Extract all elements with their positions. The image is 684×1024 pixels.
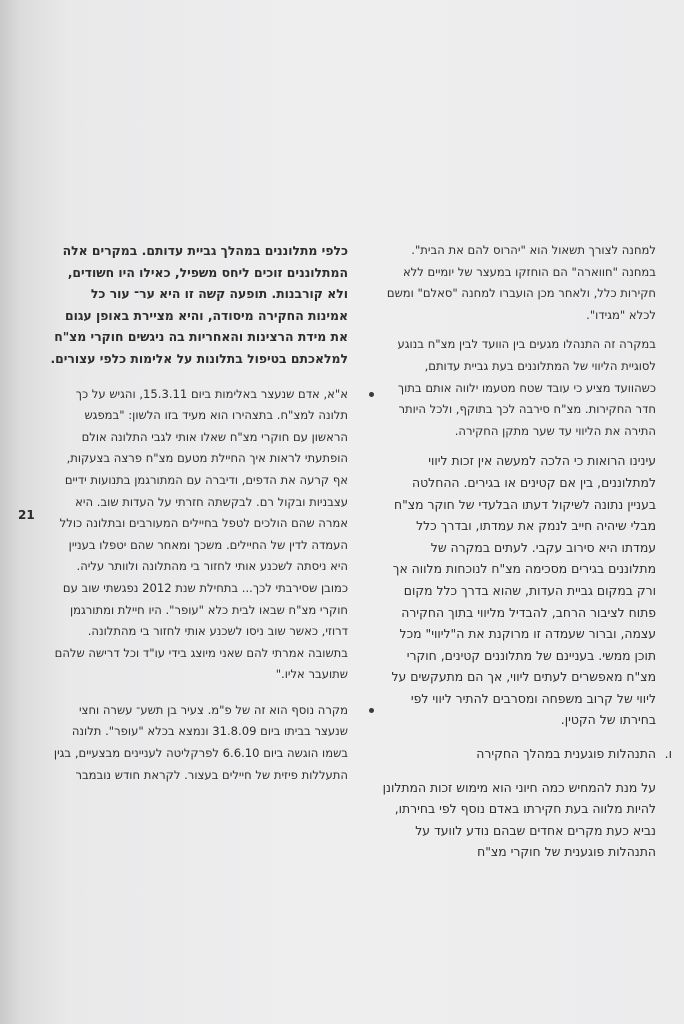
section-heading — [380, 743, 672, 765]
list-item — [48, 700, 348, 786]
body-paragraph: למחנה לצורך תשאול הוא "יהרוס להם את הבית". במחנה "חווארה" הם הוחזקו במעצר של יומיים ללא חקירות כלל, ולאחר מכן הועברו למחנה "סאלם" ומשם לכלא "מגידו". — [386, 243, 656, 322]
list-item — [48, 384, 348, 686]
intro-paragraph: כלפי מתלוננים במהלך גביית עדותם. במקרים אלה המתלוננים זוכים ליחס משפיל, כאילו היו חשודים, ולא קורבנות. תופעה קשה זו היא ער־ עור כל אמינות החקירה מיסודה, והיא מציירת באופן עגום את מידת הרצינות והאחריות בה ניגשים חוקרי מצ"ח למלאכתם בטיפול בתלונות על אלימות כלפי עצורים. — [50, 243, 348, 366]
body-paragraph: במקרה זה התנהלו מגעים בין הוועד לבין מצ"ח בנוגע לסוגיית הליווי של המתלוננים בעת גביית עדותם, כשהוועד מציע כי עובד שטח מטעמו ילווה אותם בתוך חדר החקירות. מצ"ח סירבה לכך בתוקף, ולכל היותר התירה את הליווי עד שער מתקן החקירה. — [397, 337, 656, 438]
list-item-text: א"א, אדם שנעצר באלימות ביום 15.3.11, והגיש על כך תלונה למצ"ח. בתצהירו הוא מעיד בזו הלשון: "במפגש הראשון עם חוקרי מצ"ח שאלו אותי לגבי התלונה אולם הופתעתי לראות איך החיילת מטעם מצ"ח פרצה בצעקות, אף קרעה את הדפים, ודיברה עם המתורגמן בתנועות ידיים עצבניות ובקול רם. לבקשתה חזרתי על העדות שוב. היא אמרה שהם הולכים לטפל בחיילים המעורבים ובתלונה כולל העמדה לדין של החיילים. משכך ומאחר שהם יטפלו בעניין היא ניסתה לשכנע אותי לחזור בי מהתלונה ולוותר עליה. כמובן שסירבתי לכך... בתחילת שנת 2012 נפגשתי שוב עם חוקרי מצ"ח שבאו לבית כלא "עופר". היו חיילת ומתורגמן דרוזי, כאשר שוב ניסו לשכנע אותי לחזור בי מהתלונה. בתשובה אמרתי להם שאני מיוצג בידי עו"ד וכל דרישה שלהם שתועבר אליו." — [54, 386, 348, 682]
right-text-column — [380, 240, 672, 863]
body-paragraph: עינינו הרואות כי הלכה למעשה אין זכות ליווי למתלוננים, בין אם קטינים או בגירים. ההחלטה בעניין נתונה לשיקול דעתו הבלעדי של חוקר מצ"ח מבלי שיהיה חייב לנמק את עמדתו, ובדרך כלל עמדתו היא סירוב עקבי. לעתים במקרה של מתלוננים בגירים מסכימה מצ"ח לנוכחות מלווה אך ורק במקום גביית העדות, שהוא בדרך כלל מקום פתוח לציבור הרחב, להבדיל מליווי בתוך החקירה עצמה, וברור שעמדה זו מרוקנת את ה"ליווי" מכל תוכן ממשי. בעניינם של מתלוננים קטינים, חוקרי מצ"ח מאפשרים לעתים ליווי, אך הם מתעקשים על ליווי של קרוב משפחה ומסרבים להתיר ליווי לפי בחירתו של הקטין. — [391, 453, 656, 728]
section-paragraph: על מנת להמחיש כמה חיוני הוא מימוש זכות המתלונן להיות מלווה בעת חקירתו באדם נוסף לפי בחירתו, נביא כעת מקרים אחדים שבהם נודע לוועד על התנהלות פוגענית של חוקרי מצ"ח — [382, 779, 656, 860]
bullet-icon — [369, 392, 374, 397]
bullet-icon — [369, 708, 374, 713]
section-number: ו. — [664, 746, 672, 762]
page-number: 21 — [18, 508, 35, 522]
left-text-column — [48, 240, 348, 786]
list-item-text: מקרה נוסף הוא זה של פ"מ. צעיר בן תשע־ עשרה וחצי שנעצר בביתו ביום 31.8.09 ונמצא בכלא "עופר". תלונה בשמו הוגשה ביום 6.6.10 לפרקליטה לעניינים מבצעיים, בגין התעללות פיזית של חיילים בעצור. לקראת חודש נובמבר — [53, 702, 348, 782]
section-heading-text: התנהלות פוגענית במהלך החקירה — [476, 746, 656, 762]
